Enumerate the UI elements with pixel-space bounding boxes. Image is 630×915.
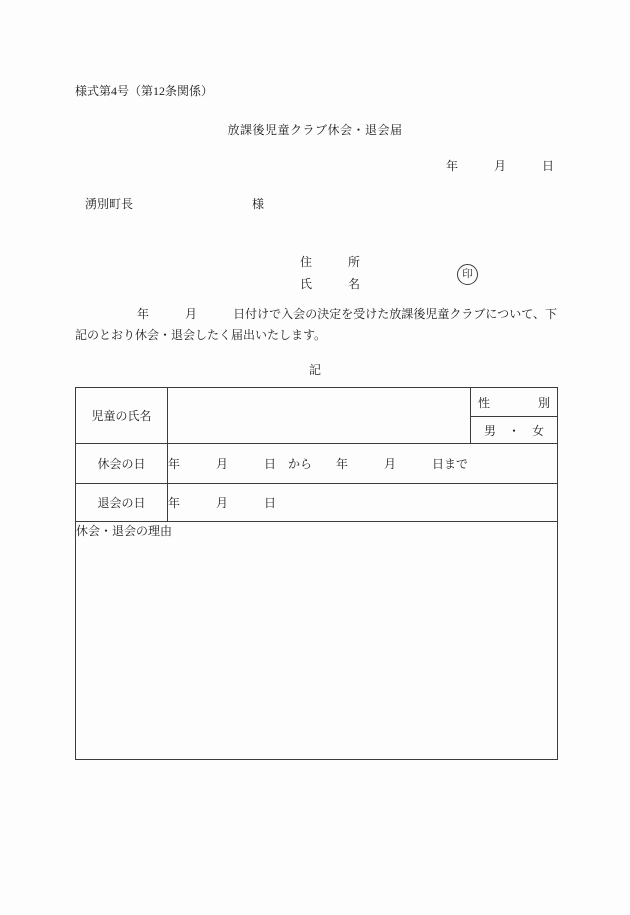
addressee-line	[85, 195, 264, 212]
table-row-reason	[76, 522, 558, 760]
child-name-label: 児童の氏名	[76, 388, 168, 444]
date-line: 年 月 日	[445, 159, 554, 173]
seal-mark-icon: 印	[457, 264, 478, 285]
gender-options: 男 ・ 女	[471, 417, 558, 444]
gender-header: 性 別	[471, 388, 558, 417]
page-title: 放課後児童クラブ休会・退会届	[227, 123, 403, 137]
table-row-suspension	[76, 444, 558, 484]
form-number: 様式第4号（第12条関係）	[75, 84, 214, 98]
suspension-date-value: 年 月 日 から 年 月 日まで	[168, 444, 558, 484]
suspension-date-label: 休会の日	[76, 444, 168, 484]
name-label: 氏 名	[300, 277, 361, 291]
reason-cell: 休会・退会の理由	[76, 522, 558, 760]
withdrawal-date-value: 年 月 日	[168, 484, 558, 522]
section-heading: 記	[308, 363, 321, 377]
body-paragraph: 年 月 日付けで入会の決定を受けた放課後児童クラブについて、下記のとおり休会・退会したく届出いたします。	[75, 307, 557, 342]
child-name-input-cell	[168, 388, 471, 444]
address-label: 住 所	[300, 255, 361, 269]
form-table-container	[75, 387, 558, 760]
form-table	[75, 387, 558, 760]
applicant-block	[300, 251, 360, 295]
table-row-withdrawal	[76, 484, 558, 522]
recipient-name: 湧別町長	[85, 197, 134, 211]
recipient-honorific: 様	[252, 197, 265, 211]
withdrawal-date-label: 退会の日	[76, 484, 168, 522]
table-row-child-name	[76, 388, 558, 417]
